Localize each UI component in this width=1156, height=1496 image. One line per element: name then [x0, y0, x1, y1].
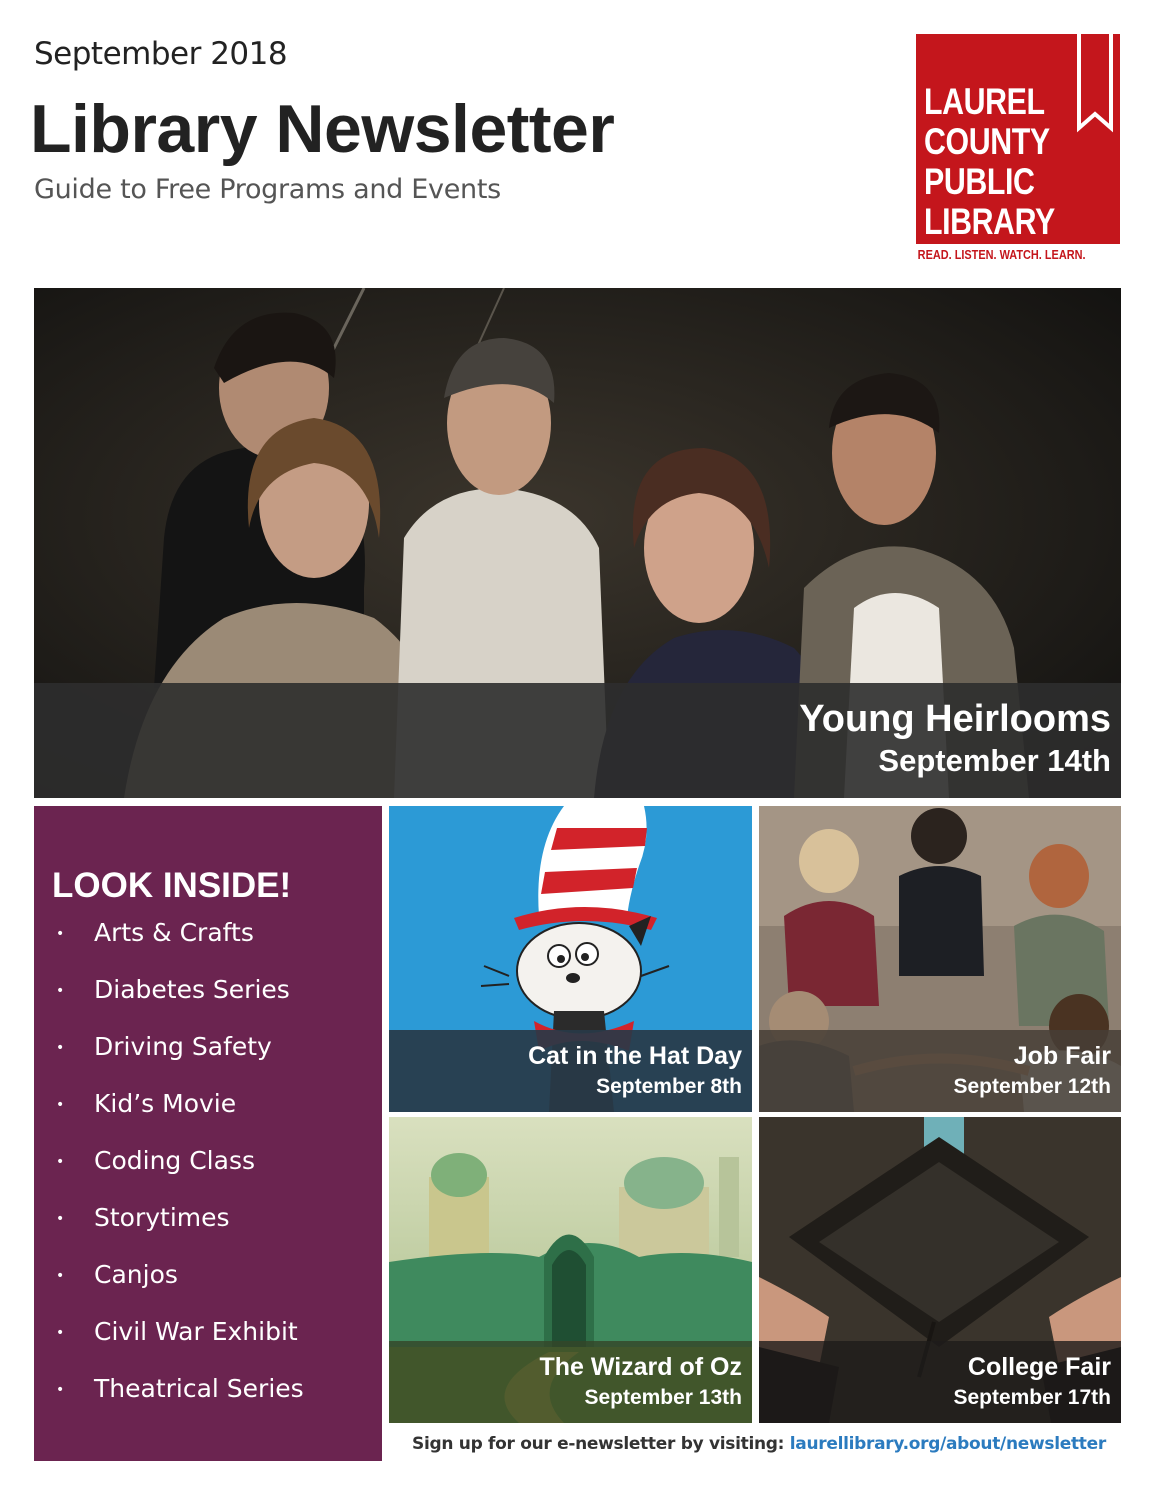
list-item[interactable] — [56, 1032, 304, 1089]
bullet: • — [56, 1040, 65, 1056]
issue-date: September 2018 — [34, 36, 288, 72]
newsletter-signup — [412, 1434, 1112, 1454]
event-date: September 13th — [584, 1386, 742, 1409]
event-tile-cat-in-the-hat[interactable] — [389, 806, 752, 1112]
event-caption — [389, 1341, 752, 1423]
featured-title: Young Heirlooms — [799, 698, 1111, 740]
look-inside-list — [56, 918, 304, 1431]
bullet: • — [56, 983, 65, 999]
list-item-label: Arts & Crafts — [94, 918, 254, 947]
list-item-label: Canjos — [94, 1260, 178, 1289]
event-title: Cat in the Hat Day — [528, 1042, 742, 1070]
featured-event-photo[interactable] — [34, 288, 1121, 798]
list-item[interactable] — [56, 1146, 304, 1203]
list-item[interactable] — [56, 1203, 304, 1260]
list-item[interactable] — [56, 1089, 304, 1146]
list-item[interactable] — [56, 1260, 304, 1317]
list-item-label: Diabetes Series — [94, 975, 290, 1004]
event-title: The Wizard of Oz — [539, 1353, 742, 1381]
newsletter-subtitle: Guide to Free Programs and Events — [34, 174, 501, 205]
bullet: • — [56, 1268, 65, 1284]
list-item[interactable] — [56, 1317, 304, 1374]
signup-text: Sign up for our e-newsletter by visiting: — [412, 1434, 785, 1454]
event-tile-job-fair[interactable] — [759, 806, 1121, 1112]
list-item[interactable] — [56, 918, 304, 975]
event-caption — [389, 1030, 752, 1112]
event-date: September 12th — [953, 1075, 1111, 1098]
newsletter-title: Library Newsletter — [30, 91, 615, 167]
list-item-label: Kid’s Movie — [94, 1089, 237, 1118]
logo-wordmark — [924, 82, 1084, 242]
event-caption — [759, 1030, 1121, 1112]
bullet: • — [56, 1211, 65, 1227]
newsletter-link[interactable]: laurellibrary.org/about/newsletter — [789, 1434, 1106, 1454]
bullet: • — [56, 1097, 65, 1113]
event-date: September 8th — [596, 1075, 742, 1098]
list-item[interactable] — [56, 975, 304, 1032]
list-item-label: Coding Class — [94, 1146, 255, 1175]
list-item[interactable] — [56, 1374, 304, 1431]
list-item-label: Driving Safety — [94, 1032, 272, 1061]
logo-line: LIBRARY — [924, 201, 1055, 242]
event-title: Job Fair — [1013, 1042, 1111, 1070]
featured-caption — [34, 683, 1121, 798]
bullet: • — [56, 1382, 65, 1398]
look-inside-heading: LOOK INSIDE! — [52, 866, 292, 905]
look-inside-panel — [34, 806, 382, 1461]
bullet: • — [56, 926, 65, 942]
event-title: College Fair — [967, 1353, 1111, 1381]
logo-line: LAUREL — [924, 81, 1045, 122]
event-caption — [759, 1341, 1121, 1423]
list-item-label: Theatrical Series — [94, 1374, 304, 1403]
event-date: September 17th — [953, 1386, 1111, 1409]
logo-tagline: READ. LISTEN. WATCH. LEARN. — [917, 247, 1086, 262]
featured-date: September 14th — [878, 743, 1111, 778]
logo-tagline-bar — [916, 244, 1120, 266]
bullet: • — [56, 1154, 65, 1170]
event-tile-wizard-of-oz[interactable] — [389, 1117, 752, 1423]
list-item-label: Storytimes — [94, 1203, 230, 1232]
list-item-label: Civil War Exhibit — [94, 1317, 298, 1346]
library-logo[interactable] — [916, 34, 1120, 266]
event-tile-college-fair[interactable] — [759, 1117, 1121, 1423]
logo-line: COUNTY — [924, 121, 1050, 162]
logo-line: PUBLIC — [924, 161, 1035, 202]
bullet: • — [56, 1325, 65, 1341]
